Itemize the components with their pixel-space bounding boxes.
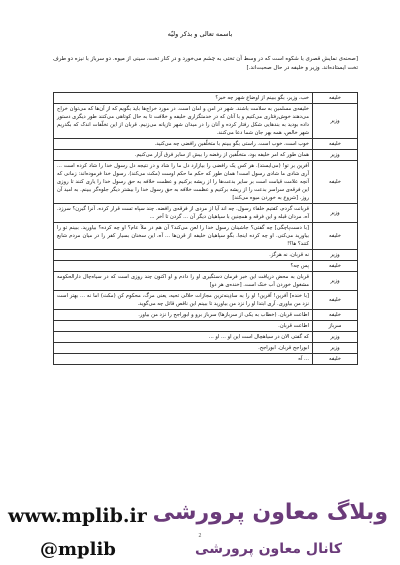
dialogue-cell: خوب است، خوب است. راستی بگو ببینم با متخلّفین رافضی چه می‌کنید. — [54, 139, 313, 150]
dialogue-cell: که گفتی الان در سیاهچال است این او ... او ... — [54, 332, 313, 343]
speaker-cell: خلیفه — [313, 139, 358, 150]
speaker-cell: سرباز — [313, 321, 358, 332]
dialogue-row — [54, 204, 358, 223]
watermark-handle: @mplib — [40, 539, 116, 560]
watermark-channel: کانال معاون پرورشی — [195, 541, 342, 557]
speaker-cell: وزیر — [313, 150, 358, 161]
dialogue-row — [54, 310, 358, 321]
speaker-cell: وزیر — [313, 272, 358, 291]
dialogue-cell: ابوراجح قربان. ابوراجح. — [54, 343, 313, 354]
watermark-brand: وبلاگ معاون پرورشی — [152, 500, 388, 525]
speaker-cell: خلیفه — [313, 291, 358, 310]
dialogue-row — [54, 321, 358, 332]
dialogue-cell: [با دست‌پاچگی] چه گفتی؟ جاشینان رسول خدا را لعن می‌کند؟ آن هم در ملأ عام؟ او چه کرده؟ بیاورید. ببینم تو را بیاورید می‌کنی. او چه کرده اینجا. بگو سپاهیان خلیفه از قرن‌ها ... آه، این سخنان بسیار کفر را در میان مردم شایع کنند؟ ها؟! — [54, 223, 313, 250]
dialogue-row — [54, 261, 358, 272]
speaker-cell: وزیر — [313, 104, 358, 139]
dialogue-cell: اطاعت قربان. — [54, 321, 313, 332]
dialogue-row — [54, 291, 358, 310]
dialogue-cell: ... آه — [54, 354, 313, 365]
dialogue-cell: همان طور که امر خلیفه بود، متخلّفین از رفضه را بیش از سایر فرق آزار می‌کنیم. — [54, 150, 313, 161]
dialogue-cell: خلیفه‌ی مسلمین به سلامت باشند. شهر در امن و امان است. در مورد خراج‌ها باید بگویم که از آن‌ها که می‌توان خراج می‌دهند خوش‌رفتاری می‌کنیم و با آنان که در خدمتگزاری خلیفه و خلافت تا به حال کوتاهی می‌کنند طور دیگری دستور داده بودید به بندهایی شکل رفتار کرده و آنان را در میدان شهر تازیانه می‌زنیم. قربان از این تخلّفات اندک که بگذریم شهر خالص، همه بهر جان شما دعا می‌کنند. — [54, 104, 313, 139]
speaker-cell: خلیفه — [313, 354, 358, 365]
dialogue-cell: خب، وزیر، بگو ببینم از اوضاع شهر چه خبر؟ — [54, 93, 313, 104]
speaker-cell: خلیفه — [313, 93, 358, 104]
dialogue-cell: پس چه؟ — [54, 261, 313, 272]
speaker-cell: وزیر — [313, 204, 358, 223]
speaker-cell: خلیفه — [313, 261, 358, 272]
dialogue-row — [54, 354, 358, 365]
scene-intro: [صحنه‌ی نمایش قصری با شکوه است که در وسط آن تختی به چشم می‌خورد و در کنار تخت، سینی از میوه. دو سرباز با نیزه دو طرف تخت ایستاده‌اند. وزیر و خلیفه در حال صحبت‌اند.] — [53, 56, 358, 71]
speaker-cell: وزیر — [313, 332, 358, 343]
basmala-header: باسمه تعالی و بذکر ولیّه — [167, 30, 233, 38]
speaker-cell: وزیر — [313, 343, 358, 354]
dialogue-row — [54, 150, 358, 161]
speaker-cell: وزیر — [313, 250, 358, 261]
dialogue-row — [54, 272, 358, 291]
dialogue-row — [54, 104, 358, 139]
dialogue-row — [54, 332, 358, 343]
dialogue-cell: اطاعت قربان. (خطاب به یکی از سربازها) سرباز برو و ابوراجح را نزد من بیاور. — [54, 310, 313, 321]
speaker-cell: خلیفه — [313, 310, 358, 321]
page-number: 2 — [198, 533, 202, 539]
script-table — [53, 92, 358, 365]
dialogue-cell: آفرین بر تو! (می‌ایستد). هر کس یک رافضی را بیازارد دل ما را شاد و در نتیجه دل رسول خدا را شاد کرده است ... آری شادی ما شادی رسول است! همان طور که حکم ما حکم اوست (مکث می‌کند). رسول خدا فرموده‌اند: زمانی که آنچه علامت قیامت است بر سایر بدعت‌ها را از ریشه برکنیم و عظمت خلافه به حق رسول خدا را یاری کنند تا روزی این فرقه‌ی سراسر بدعت را از ریشه برکنیم و عظمت خلافه به حق رسول خدا را بیشتر دیگر جلوه‌گر ببینم. به امید آن روز. [شروع به خوردن میوه می‌کند] — [54, 161, 313, 204]
speaker-cell: خلیفه — [313, 223, 358, 250]
dialogue-cell: نه قربان، نه هرگز. — [54, 250, 313, 261]
dialogue-cell: [با خنده] آفرین! آفرین! او را به سادِینه‌ترین مجازات حلالی تحیه، یعنی مرگ، محکوم کن (مکث) اما نه ... بهتر است نزد من بیاوری. آری ابتدا او را نزد من بیاورید تا ببینم این ناقص قاتل چه می‌گوید. — [54, 291, 313, 310]
dialogue-row — [54, 250, 358, 261]
dialogue-cell: قربانت گردم، کفتیم خلفاء رسول. چه اند آیا از مردی از فرقه‌ی رافضه. چند سپاه تست قرار کرده. آنرا گیرن؟ سرزد. آه، مردان قبله و این فرقه و همچنین با سپاهیان دیگر آن ... گردن تا آخر ... — [54, 204, 313, 223]
dialogue-row — [54, 161, 358, 204]
dialogue-row — [54, 223, 358, 250]
speaker-cell: خلیفه — [313, 161, 358, 204]
dialogue-cell: قربان به محض دریافت این خبر فرمان دستگیری او را دادم و او اکنون چند روزی است که در سیاه‌چال دارالحکومه مشغول خوردن آب خنک است. [خنده‌ی هر دو] — [54, 272, 313, 291]
watermark-url: www.mplib.ir — [8, 505, 147, 527]
dialogue-row — [54, 93, 358, 104]
dialogue-row — [54, 343, 358, 354]
dialogue-row — [54, 139, 358, 150]
